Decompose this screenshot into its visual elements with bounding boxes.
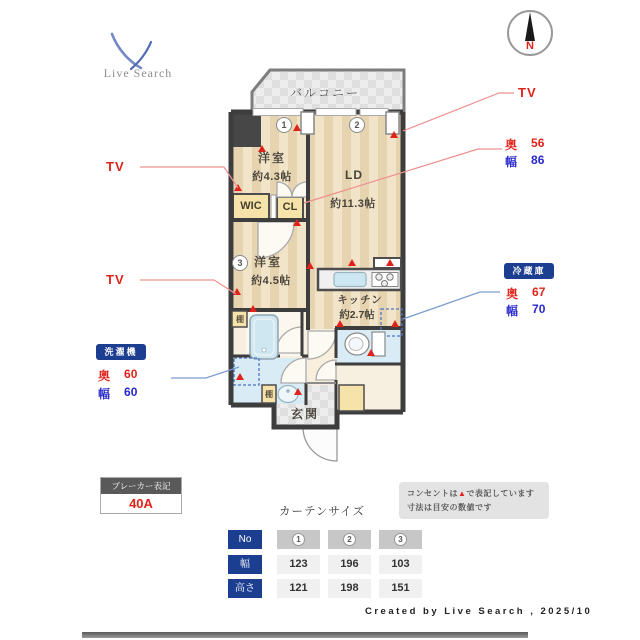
washer-depth-value: 60 bbox=[124, 367, 138, 381]
curtain-table-title: カーテンサイズ bbox=[278, 506, 366, 518]
room2-size: 約4.5帖 bbox=[251, 275, 291, 287]
curtain-height-1: 121 bbox=[277, 579, 320, 598]
note-line1: コンセントは▲で表記しています bbox=[407, 489, 535, 498]
fridge-depth bbox=[506, 285, 545, 302]
closet-depth bbox=[505, 136, 544, 153]
tv-label-left-top: TV bbox=[106, 159, 125, 174]
compass-north-label: N bbox=[526, 40, 534, 52]
shelf-label-1: 棚 bbox=[236, 315, 244, 324]
fridge-depth-label: 奥 bbox=[506, 287, 519, 301]
curtain-height-2: 198 bbox=[328, 579, 371, 598]
curtain-col-1: 1 bbox=[277, 530, 320, 549]
plan-marker-3: 3 bbox=[232, 255, 248, 271]
kitchen-size: 約2.7帖 bbox=[339, 309, 375, 321]
curtain-col-3: 3 bbox=[379, 530, 422, 549]
logo-mark bbox=[112, 34, 151, 69]
breaker-box bbox=[100, 477, 182, 514]
note-box bbox=[399, 482, 549, 519]
washer-depth bbox=[98, 367, 137, 384]
outlet-triangle-glyph: ▲ bbox=[458, 489, 467, 498]
fridge-width-label: 幅 bbox=[506, 304, 519, 318]
breaker-title: ブレーカー表記 bbox=[101, 478, 181, 494]
room1-size: 約4.3帖 bbox=[252, 171, 292, 183]
closet-depth-label: 奥 bbox=[505, 138, 518, 152]
note-line2: 寸法は目安の数値です bbox=[407, 503, 492, 512]
balcony-label: バルコニー bbox=[289, 86, 361, 100]
wic-label: WIC bbox=[240, 200, 262, 212]
toilet bbox=[345, 332, 385, 356]
fridge-depth-value: 67 bbox=[532, 285, 546, 299]
closet-depth-value: 56 bbox=[531, 136, 545, 150]
washer-depth-label: 奥 bbox=[98, 369, 111, 383]
washer-width bbox=[98, 385, 137, 402]
closet-width-value: 86 bbox=[531, 153, 545, 167]
curtain-width-3: 103 bbox=[379, 555, 422, 574]
logo-text: Live Search bbox=[103, 66, 173, 80]
curtain-col-2: 2 bbox=[328, 530, 371, 549]
living-size: 約11.3帖 bbox=[330, 198, 376, 210]
closet-width-label: 幅 bbox=[505, 155, 518, 169]
tv-label-right: TV bbox=[518, 85, 537, 100]
living-name: LD bbox=[345, 168, 363, 182]
bathtub bbox=[250, 315, 278, 359]
fridge-width-value: 70 bbox=[532, 302, 546, 316]
room1-name: 洋室 bbox=[257, 151, 287, 165]
curtain-width-2: 196 bbox=[328, 555, 371, 574]
entrance-label: 玄関 bbox=[290, 407, 320, 421]
room2-name: 洋室 bbox=[253, 255, 283, 269]
kitchen-name: キッチン bbox=[337, 294, 383, 306]
washer-badge: 洗濯機 bbox=[96, 344, 146, 360]
plan-marker-1: 1 bbox=[276, 117, 292, 133]
washer-width-value: 60 bbox=[124, 385, 138, 399]
curtain-row-height-label: 高さ bbox=[228, 579, 262, 598]
curtain-row-width-label: 幅 bbox=[228, 555, 262, 574]
fridge-badge: 冷蔵庫 bbox=[504, 263, 554, 279]
tv-label-left-bottom: TV bbox=[106, 272, 125, 287]
curtain-width-1: 123 bbox=[277, 555, 320, 574]
curtain-height-3: 151 bbox=[379, 579, 422, 598]
closet-width bbox=[505, 153, 544, 170]
washer-width-label: 幅 bbox=[98, 387, 111, 401]
footer-bar bbox=[82, 632, 528, 638]
plan-marker-2: 2 bbox=[349, 117, 365, 133]
fridge-width bbox=[506, 302, 545, 319]
breaker-value: 40A bbox=[101, 494, 181, 513]
curtain-col-header: No bbox=[228, 530, 262, 549]
footer-credit: Created by Live Search , 2025/10 bbox=[365, 606, 593, 617]
shoe-cabinet bbox=[339, 385, 364, 411]
cl-label: CL bbox=[282, 201, 298, 213]
shelf-label-2: 棚 bbox=[265, 390, 273, 399]
